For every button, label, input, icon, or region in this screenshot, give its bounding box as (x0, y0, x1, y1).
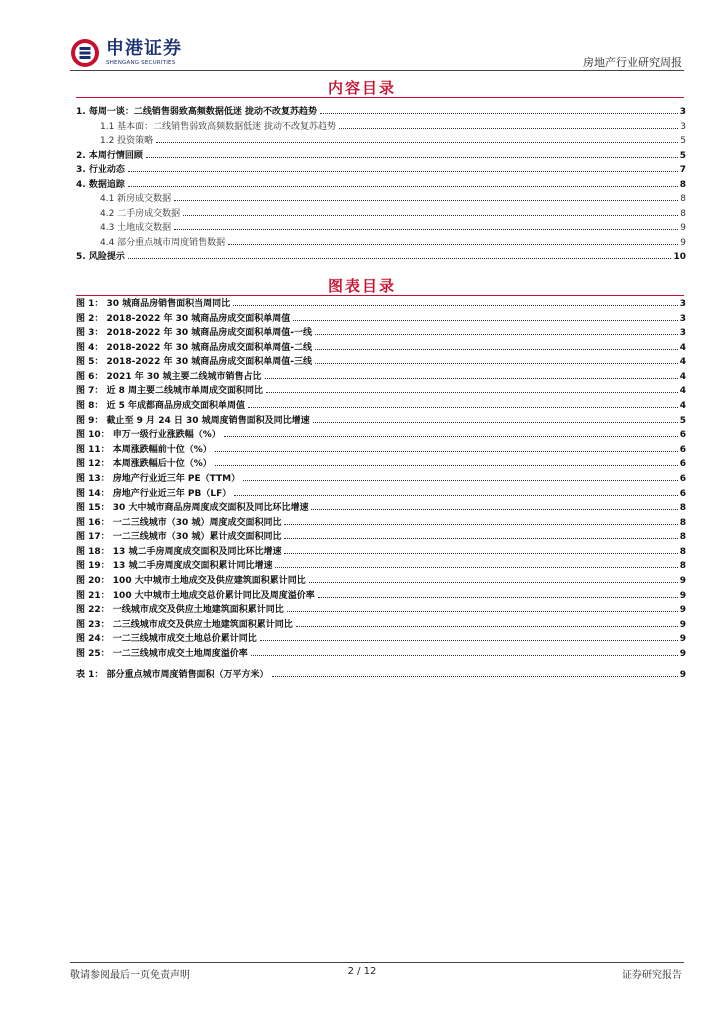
figure-entry-title: 图 15： 30 大中城市商品房周度成交面积及同比环比增速 (76, 503, 309, 514)
dot-leader (315, 334, 678, 335)
dot-leader (228, 244, 678, 245)
figure-entry[interactable] (76, 602, 686, 617)
figure-entry[interactable] (76, 354, 686, 369)
dot-leader (266, 392, 678, 393)
toc-entry-title: 4.3 土地成交数据 (100, 223, 172, 233)
figure-entry-page: 4 (679, 386, 686, 397)
toc-entry-page: 7 (679, 165, 686, 175)
dot-leader (174, 229, 678, 230)
dot-leader (243, 480, 678, 481)
dot-leader (215, 451, 678, 452)
dot-leader (313, 422, 678, 423)
report-category: 证券研究报告 (622, 970, 682, 981)
page-number: 2 / 12 (347, 966, 377, 977)
figure-entry-title: 图 12： 本周涨跌幅后十位（%） (76, 459, 212, 470)
toc-entry-title: 4.1 新房成交数据 (100, 194, 172, 204)
figure-entry-page: 8 (679, 503, 686, 514)
figure-entry-page: 9 (679, 648, 686, 659)
dot-leader (183, 215, 678, 216)
figure-entry-page: 9 (679, 590, 686, 601)
figure-entry-title: 图 25： 一二三线城市成交土地周度溢价率 (76, 648, 248, 659)
dot-leader (128, 171, 678, 172)
figure-entry[interactable] (76, 413, 686, 428)
toc-entry[interactable] (76, 148, 686, 163)
figure-entry-page: 8 (679, 561, 686, 572)
toc-entry-page: 8 (680, 208, 686, 219)
figure-entry-title: 图 5： 2018-2022 年 30 城商品房成交面积单周值-三线 (76, 357, 313, 368)
figure-entry-title: 图 16： 一二三线城市（30 城）周度成交面积同比 (76, 517, 282, 528)
figure-entry[interactable] (76, 544, 686, 559)
figure-entry-page: 6 (679, 444, 686, 455)
disclaimer-note: 敬请参阅最后一页免责声明 (70, 970, 190, 981)
toc-entry-page: 8 (680, 194, 686, 204)
dot-leader (215, 465, 678, 466)
toc-entry[interactable] (76, 235, 686, 250)
figure-entry[interactable] (76, 456, 686, 471)
figure-entry-page: 4 (679, 401, 686, 412)
figure-entry-title: 图 22： 一线城市成交及供应土地建筑面积累计同比 (76, 605, 284, 616)
toc-entry[interactable] (76, 177, 686, 192)
toc-entry-page: 8 (679, 179, 686, 190)
toc-list (76, 104, 686, 264)
dot-leader (251, 655, 678, 656)
dot-leader (248, 407, 678, 408)
figure-entry-page: 6 (679, 473, 686, 484)
dot-leader (224, 436, 678, 437)
figure-entry-page: 8 (679, 517, 686, 528)
toc-entry[interactable] (76, 119, 686, 134)
toc-entry-title: 3. 行业动态 (76, 165, 125, 175)
figure-entry[interactable] (76, 398, 686, 413)
figure-entry-page: 4 (679, 342, 686, 353)
toc-entry-page: 10 (673, 252, 686, 262)
figure-entry[interactable] (76, 617, 686, 632)
toc-entry-title: 1.1 基本面：二线销售弱致高频数据低迷 拢动不改复苏趋势 (100, 121, 337, 132)
toc-entry[interactable] (76, 206, 686, 221)
figure-entry-page: 6 (679, 488, 686, 499)
figure-entry-title: 图 7： 近 8 周主要二线城市单周成交面积同比 (76, 386, 264, 397)
figure-entry[interactable] (76, 529, 686, 544)
dot-leader (284, 524, 677, 525)
toc-entry-title: 1.2 投资策略 (100, 136, 154, 146)
figure-entry-title: 图 8： 近 5 年成都商品房成交面积单周值 (76, 401, 246, 412)
toc-entry-page: 9 (680, 223, 686, 233)
figure-entry-page: 9 (679, 634, 686, 645)
figure-entry-title: 图 24： 一二三线城市成交土地总价累计同比 (76, 634, 257, 645)
toc-entry[interactable] (76, 104, 686, 119)
figure-entry-page: 9 (679, 619, 686, 630)
toc-entry-page: 5 (679, 150, 686, 161)
dot-leader (315, 363, 678, 364)
figure-entry[interactable] (76, 296, 686, 311)
toc-entry[interactable] (76, 249, 686, 264)
toc-entry-page: 5 (680, 136, 686, 146)
dot-leader (320, 113, 678, 114)
figure-entry-title: 图 3： 2018-2022 年 30 城商品房成交面积单周值-一线 (76, 328, 313, 339)
figure-entry-title: 图 23： 二三线城市成交及供应土地建筑面积累计同比 (76, 619, 293, 630)
figure-entry[interactable] (76, 369, 686, 384)
header-divider (70, 70, 684, 71)
dot-leader (260, 640, 678, 641)
dot-leader (234, 495, 677, 496)
figure-entry-title: 图 13： 房地产行业近三年 PE（TTM） (76, 473, 241, 484)
toc-entry[interactable] (76, 191, 686, 206)
dot-leader (315, 349, 678, 350)
dot-leader (128, 186, 678, 187)
dot-leader (272, 676, 678, 677)
logo-name-cn: 申港证券 (106, 37, 182, 59)
dot-leader (146, 157, 678, 158)
figure-entry[interactable] (76, 500, 686, 515)
dot-leader (284, 538, 677, 539)
dot-leader (174, 200, 678, 201)
report-type: 房地产行业研究周报 (583, 56, 682, 69)
toc-entry[interactable] (76, 133, 686, 148)
figure-entry-page: 4 (679, 357, 686, 368)
figure-entry-title: 图 2： 2018-2022 年 30 城商品房成交面积单周值 (76, 313, 291, 324)
table-entry[interactable] (76, 667, 686, 682)
figure-entry-title: 图 20： 100 大中城市土地成交及供应建筑面积累计同比 (76, 575, 306, 586)
toc-entry-title: 2. 本周行情回顾 (76, 150, 143, 161)
figure-entry-page: 5 (679, 415, 686, 426)
figure-entry-title: 图 1： 30 城商品房销售面积当周同比 (76, 299, 231, 309)
dot-leader (339, 128, 678, 129)
figure-entry-page: 8 (679, 532, 686, 543)
figure-entry-title: 图 11： 本周涨跌幅前十位（%） (76, 444, 212, 455)
table-entry-title: 表 1： 部分重点城市周度销售面积（万平方米） (76, 670, 269, 680)
footer-divider (70, 962, 684, 963)
figure-entry-title: 图 14： 房地产行业近三年 PB（LF） (76, 488, 232, 499)
dot-leader (293, 320, 677, 321)
figure-list (76, 296, 686, 660)
figure-entry[interactable] (76, 383, 686, 398)
figure-entry-page: 6 (679, 459, 686, 470)
logo-name-en: SHENGANG SECURITIES (106, 59, 176, 66)
toc-entry-page: 3 (680, 121, 686, 132)
figure-entry-title: 图 18： 13 城二手房周度成交面积及同比环比增速 (76, 546, 282, 557)
figure-entry-title: 图 9： 截止至 9 月 24 日 30 城周度销售面积及同比增速 (76, 415, 310, 426)
figure-entry-title: 图 6： 2021 年 30 城主要二线城市销售占比 (76, 371, 262, 382)
toc-entry[interactable] (76, 220, 686, 235)
figure-entry-title: 图 4： 2018-2022 年 30 城商品房成交面积单周值-二线 (76, 342, 313, 353)
toc-entry-title: 4.4 部分重点城市周度销售数据 (100, 237, 226, 248)
toc-entry-title: 4.2 二手房成交数据 (100, 208, 181, 219)
toc-entry-page: 3 (679, 107, 686, 117)
toc-entry-title: 4. 数据追踪 (76, 179, 125, 190)
figure-list-title: 图表目录 (327, 277, 396, 295)
dot-leader (287, 611, 678, 612)
figure-entry-page: 3 (679, 299, 686, 309)
logo-emblem-icon (70, 38, 100, 68)
figure-entry[interactable] (76, 573, 686, 588)
figure-entry[interactable] (76, 311, 686, 326)
figure-entry-page: 8 (679, 546, 686, 557)
dot-leader (128, 258, 672, 259)
figure-entry-title: 图 19： 13 城二手房周度成交面积累计同比增速 (76, 561, 273, 572)
figure-entry[interactable] (76, 471, 686, 486)
figure-entry[interactable] (76, 588, 686, 603)
figure-entry-page: 9 (679, 605, 686, 616)
toc-entry-title: 5. 风险提示 (76, 252, 125, 262)
figure-entry-page: 3 (679, 313, 686, 324)
toc-entry[interactable] (76, 162, 686, 177)
table-entry-page: 9 (679, 670, 686, 680)
figure-entry-page: 3 (679, 328, 686, 339)
toc-entry-page: 9 (680, 237, 686, 248)
company-logo (70, 36, 182, 70)
dot-leader (265, 378, 678, 379)
toc-title-rule (76, 97, 684, 98)
figure-entry-title: 图 17： 一二三线城市（30 城）累计成交面积同比 (76, 532, 282, 543)
figure-entry[interactable] (76, 558, 686, 573)
figure-entry-page: 9 (679, 575, 686, 586)
dot-leader (275, 567, 677, 568)
figure-entry-page: 4 (679, 371, 686, 382)
figure-entry[interactable] (76, 646, 686, 661)
dot-leader (311, 509, 677, 510)
toc-title: 内容目录 (327, 79, 396, 97)
figure-entry[interactable] (76, 427, 686, 442)
figure-entry-title: 图 10： 申万一级行业涨跌幅（%） (76, 430, 221, 441)
table-list (76, 667, 686, 682)
figure-entry[interactable] (76, 325, 686, 340)
dot-leader (156, 142, 678, 143)
figure-entry-title: 图 21： 100 大中城市土地成交总价累计同比及周度溢价率 (76, 590, 315, 601)
figure-entry[interactable] (76, 340, 686, 355)
figure-entry[interactable] (76, 631, 686, 646)
dot-leader (284, 553, 677, 554)
dot-leader (296, 626, 678, 627)
figure-entry-page: 6 (679, 430, 686, 441)
figure-entry[interactable] (76, 515, 686, 530)
figure-entry[interactable] (76, 442, 686, 457)
dot-leader (309, 582, 678, 583)
figure-entry[interactable] (76, 486, 686, 501)
dot-leader (233, 305, 678, 306)
dot-leader (318, 597, 678, 598)
toc-entry-title: 1. 每周一谈：二线销售弱致高频数据低迷 拢动不改复苏趋势 (76, 107, 317, 117)
